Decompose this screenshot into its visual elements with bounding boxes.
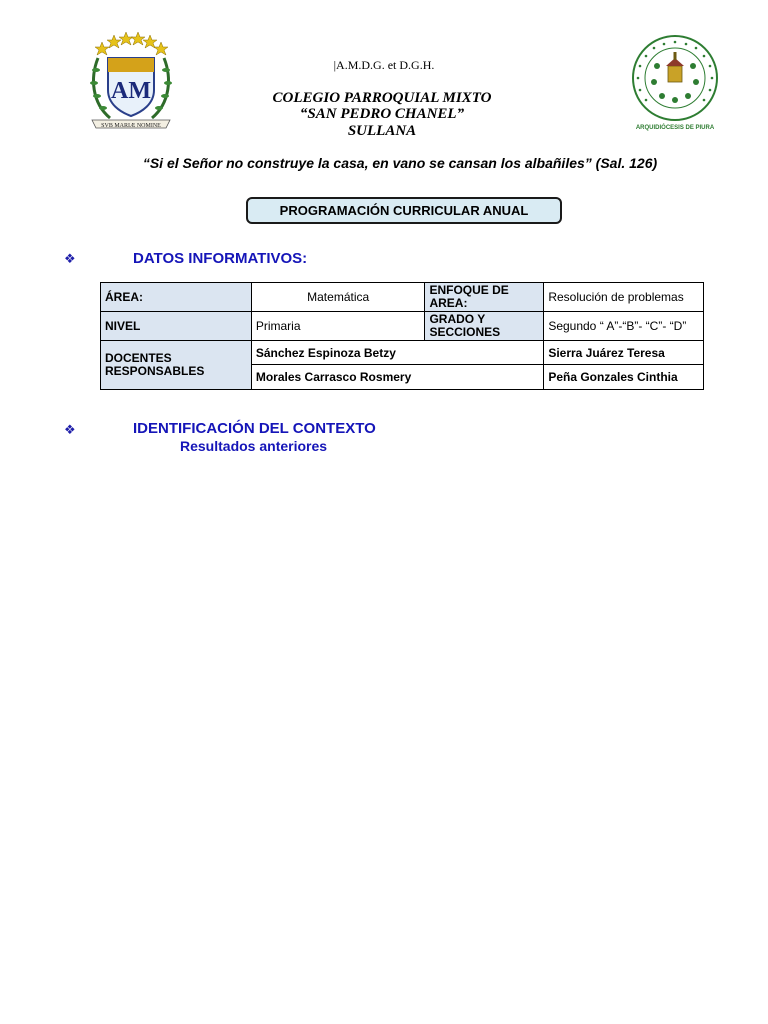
motto-text: |A.M.D.G. et D.G.H. [333, 58, 435, 72]
svg-text:SVB MARIÆ NOMINE: SVB MARIÆ NOMINE [101, 123, 161, 129]
docente-name: Morales Carrasco Rosmery [251, 365, 543, 390]
info-table [100, 282, 704, 390]
section-bullet-icon: ❖ [64, 422, 76, 437]
enfoque-label: ENFOQUE DE AREA: [425, 283, 544, 312]
school-crest-icon [88, 28, 174, 132]
program-title: PROGRAMACIÓN CURRICULAR ANUAL [246, 197, 562, 224]
docente-name: Sánchez Espinoza Betzy [251, 341, 543, 365]
nivel-label: NIVEL [101, 312, 252, 341]
docente-name: Sierra Juárez Teresa [544, 341, 704, 365]
bible-quote: “Si el Señor no construye la casa, en vano se cansan los albañiles” (Sal. 126) [142, 155, 658, 171]
table-row [101, 312, 704, 341]
grado-label: GRADO Y SECCIONES [425, 312, 544, 341]
area-label: ÁREA: [101, 283, 252, 312]
section-title-datos: DATOS INFORMATIVOS: [133, 250, 308, 267]
table-row [101, 283, 704, 312]
docente-name: Peña Gonzales Cinthia [544, 365, 704, 390]
table-row [101, 341, 704, 365]
docentes-label: DOCENTES RESPONSABLES [101, 341, 252, 390]
grado-value: Segundo “ A”-“B”- “C”- “D” [544, 312, 704, 341]
enfoque-value: Resolución de problemas [544, 283, 704, 312]
school-name-line1: COLEGIO PARROQUIAL MIXTO [272, 90, 492, 106]
diocesan-seal-icon [624, 32, 726, 132]
section-subtitle-resultados: Resultados anteriores [180, 438, 328, 454]
school-name-line2: “SAN PEDRO CHANEL” [299, 106, 465, 122]
section-title-contexto: IDENTIFICACIÓN DEL CONTEXTO [133, 420, 376, 437]
section-bullet-icon: ❖ [64, 251, 76, 266]
svg-text:AM: AM [111, 78, 151, 104]
svg-text:ARQUIDIÓCESIS DE PIURA: ARQUIDIÓCESIS DE PIURA [635, 125, 715, 131]
nivel-value: Primaria [251, 312, 425, 341]
school-city: SULLANA [347, 123, 417, 139]
area-value: Matemática [251, 283, 425, 312]
